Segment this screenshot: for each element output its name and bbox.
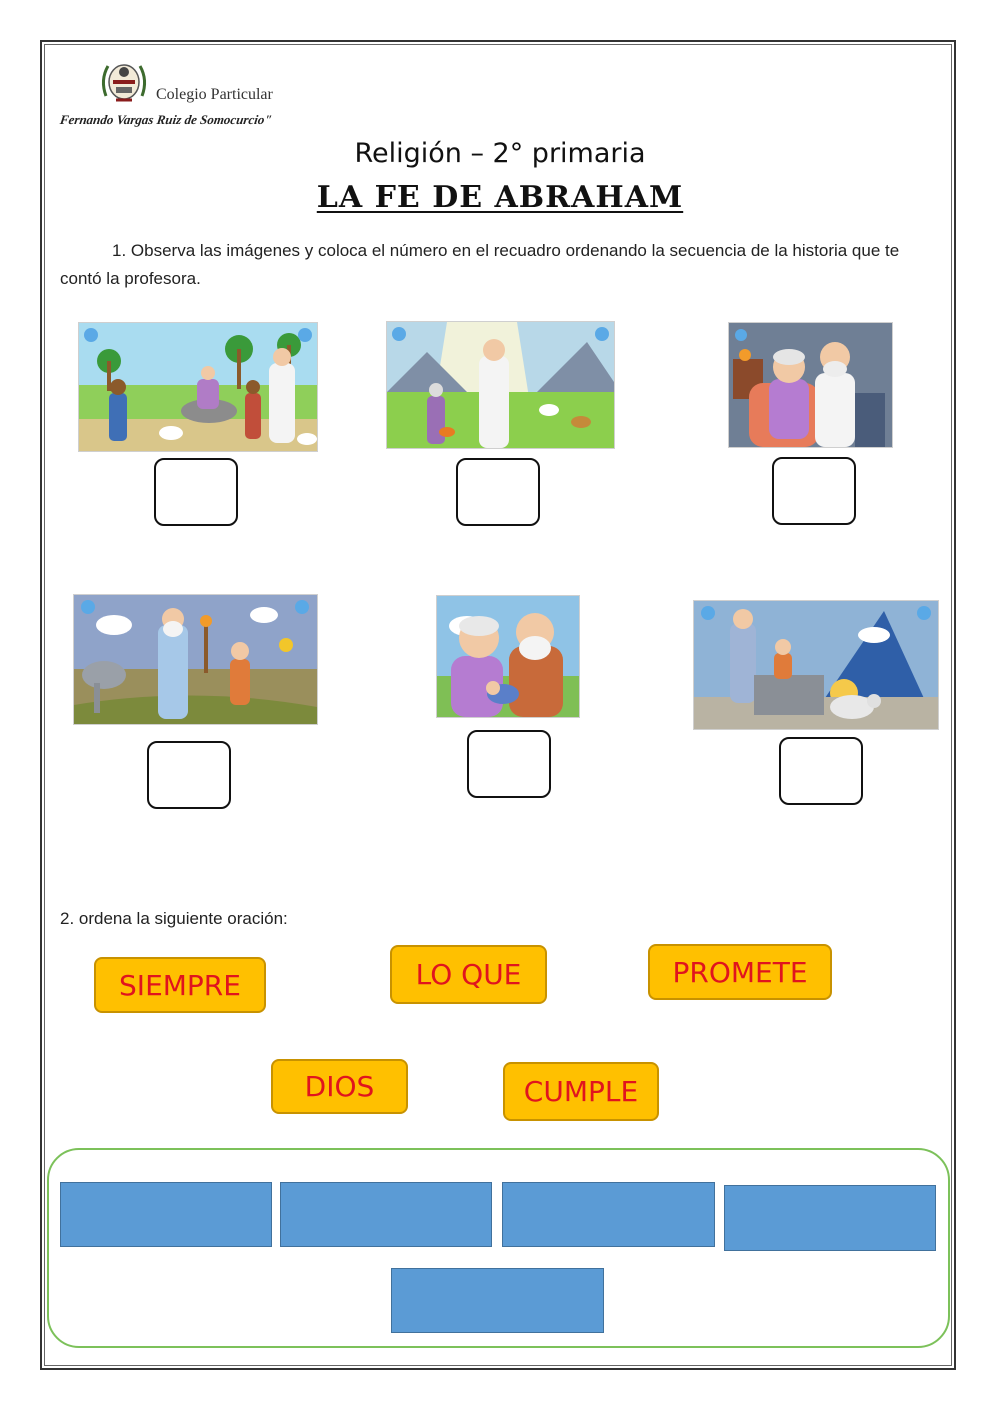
word-tile-lo-que[interactable]: LO QUE: [390, 945, 547, 1004]
page-title-text: LA FE DE ABRAHAM: [316, 180, 684, 215]
answer-box-3[interactable]: [772, 457, 856, 525]
school-subtitle: Fernando Vargas Ruiz de Somocurcio": [59, 112, 273, 127]
scene-altar-and-ram-image: [693, 600, 939, 730]
word-tile-promete[interactable]: PROMETE: [648, 944, 832, 1000]
page-title: [0, 180, 1000, 215]
word-tile-dios[interactable]: DIOS: [271, 1059, 408, 1114]
answer-slot-1[interactable]: [60, 1182, 272, 1247]
word-tile-cumple[interactable]: CUMPLE: [503, 1062, 659, 1121]
scene-god-calls-abraham-image: [386, 321, 615, 449]
scene-abraham-and-isaac-walking-image: [73, 594, 318, 725]
subject-heading: Religión – 2° primaria: [354, 138, 646, 169]
answer-box-2[interactable]: [456, 458, 540, 526]
scene-baby-isaac-image: [436, 595, 580, 718]
scene-journey-caravan-image: [78, 322, 318, 452]
question-2-text: 2. ordena la siguiente oración:: [60, 909, 288, 928]
answer-slot-3[interactable]: [502, 1182, 715, 1247]
word-tile-siempre[interactable]: SIEMPRE: [94, 957, 266, 1013]
answer-slot-4[interactable]: [724, 1185, 936, 1251]
answer-box-5[interactable]: [467, 730, 551, 798]
school-name: Colegio Particular: [156, 86, 273, 103]
scene-abraham-and-sarah-image: [728, 322, 893, 448]
answer-slot-5[interactable]: [391, 1268, 604, 1333]
school-crest-logo: [98, 58, 150, 104]
answer-box-4[interactable]: [147, 741, 231, 809]
question-1-text: 1. Observa las imágenes y coloca el número en el recuadro ordenando la secuencia de la historia que te contó la profesora.: [60, 241, 900, 288]
answer-slot-2[interactable]: [280, 1182, 492, 1247]
question-1-instructions: [60, 237, 940, 293]
answer-box-1[interactable]: [154, 458, 238, 526]
answer-box-6[interactable]: [779, 737, 863, 805]
